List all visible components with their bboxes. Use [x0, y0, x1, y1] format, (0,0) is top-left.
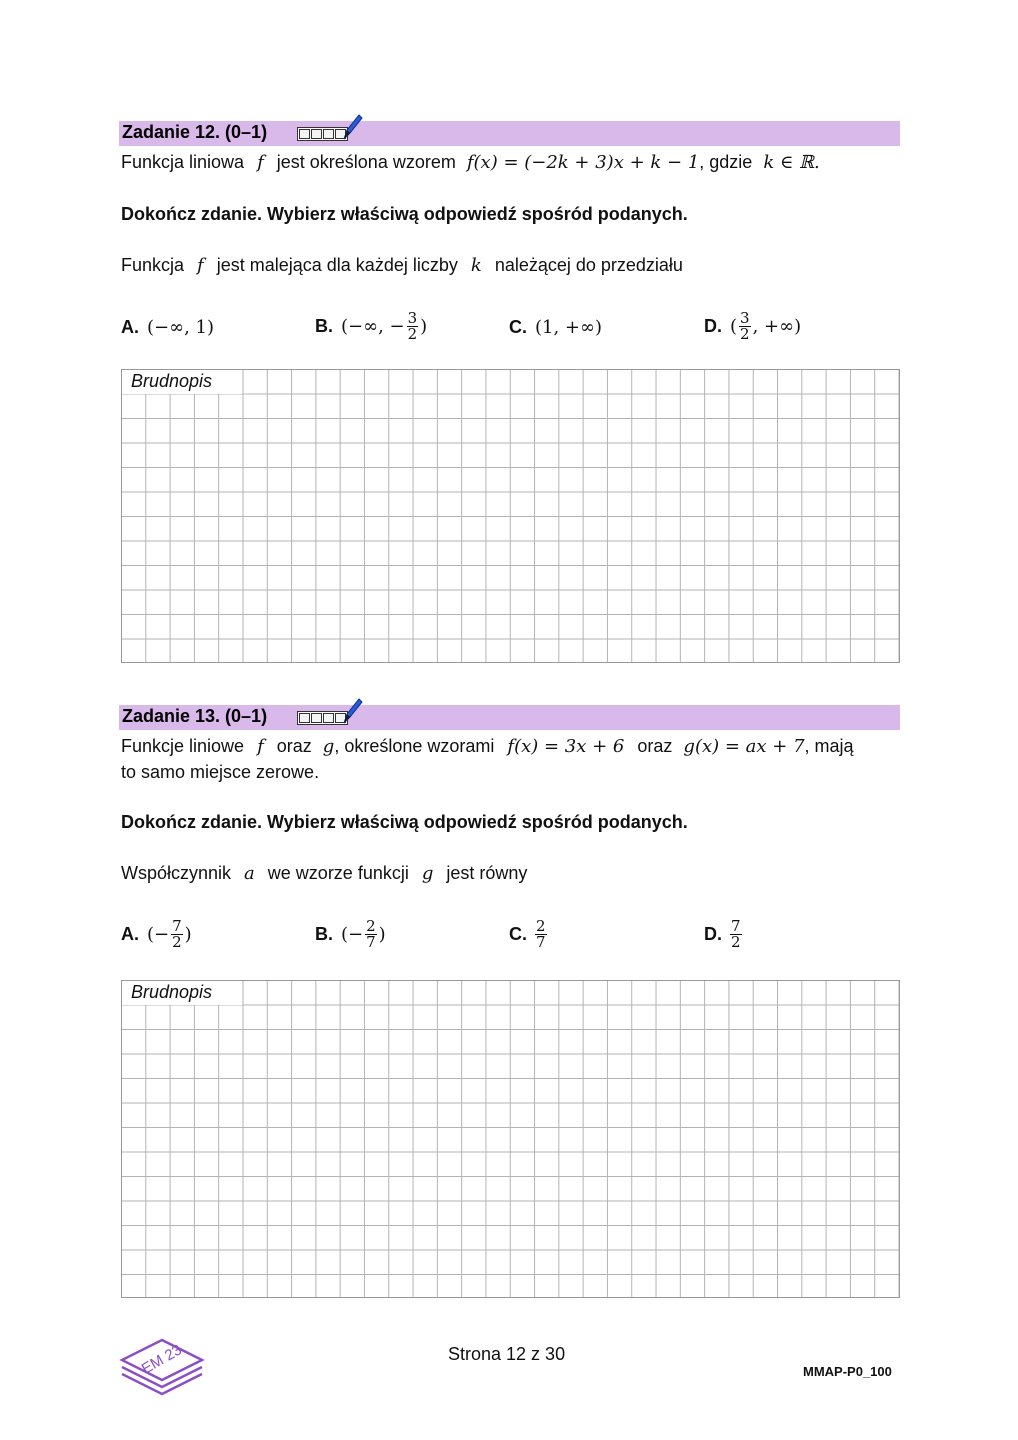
scratchpad-label: Brudnopis — [122, 981, 242, 1005]
cke-logo-icon — [118, 1336, 206, 1400]
task13-option-d[interactable]: D. $\frac{7}{2}$ — [704, 916, 741, 951]
task13-option-a[interactable]: A. (− $\frac{7}{2}$ ) — [121, 916, 192, 951]
task12-option-c[interactable]: C. (1, +∞) — [509, 316, 603, 338]
scratchpad-label: Brudnopis — [122, 370, 242, 394]
task12-option-b[interactable]: B. (−∞, − $\frac{3}{2}$ ) — [315, 308, 428, 343]
task12-option-d[interactable]: D. ( $\frac{3}{2}$ , +∞) — [704, 308, 802, 343]
task12-scratchpad[interactable] — [121, 369, 900, 663]
pen-icon — [341, 112, 363, 142]
exam-code: MMAP-P0_100 — [803, 1364, 892, 1379]
task13-option-c[interactable]: C. $\frac{2}{7}$ — [509, 916, 546, 951]
task12-intro: Funkcja liniowa f jest określona wzorem f(x) = (−2k + 3)x + k − 1, gdzie k ∈ ℝ. — [121, 152, 820, 173]
task12-title: Zadanie 12. (0–1) — [122, 122, 268, 142]
task13-title: Zadanie 13. (0–1) — [122, 706, 268, 726]
task13-intro-line2: to samo miejsce zerowe. — [121, 762, 320, 782]
task12-question: Funkcja f jest malejąca dla każdej liczby k należącej do przedziału — [121, 255, 683, 276]
task13-header — [119, 705, 900, 730]
task12-header — [119, 121, 900, 146]
task13-instruction: Dokończ zdanie. Wybierz właściwą odpowiedź spośród podanych. — [121, 812, 688, 832]
svg-text:EM 23: EM 23 — [138, 1341, 185, 1378]
task12-option-a[interactable]: A. (−∞, 1) — [121, 316, 215, 338]
task13-intro: Funkcje liniowe f oraz g, określone wzorami f(x) = 3x + 6 oraz g(x) = ax + 7, mają — [121, 736, 854, 757]
task13-option-b[interactable]: B. (− $\frac{2}{7}$ ) — [315, 916, 386, 951]
task12-instruction: Dokończ zdanie. Wybierz właściwą odpowiedź spośród podanych. — [121, 204, 688, 224]
task13-scratchpad[interactable] — [121, 980, 900, 1298]
task13-question: Współczynnik a we wzorze funkcji g jest równy — [121, 863, 528, 884]
page-number: Strona 12 z 30 — [448, 1344, 566, 1364]
pen-icon — [341, 696, 363, 726]
